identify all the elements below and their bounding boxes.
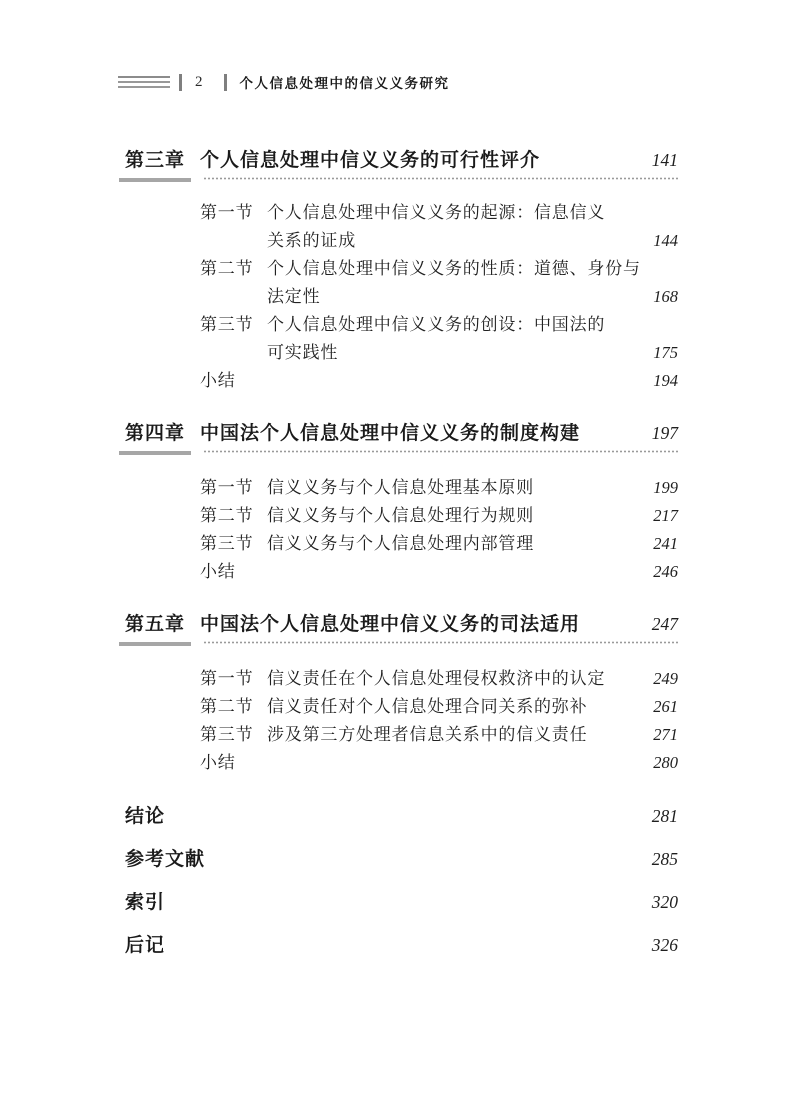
toc-entry bbox=[125, 749, 678, 777]
section-title: 个人信息处理中信义义务的起源：信息信义 bbox=[267, 203, 606, 222]
chapter-page-number: 247 bbox=[651, 614, 678, 634]
toc-page bbox=[125, 0, 678, 974]
chapter-heading-row bbox=[125, 145, 678, 182]
section-title-continued: 法定性 bbox=[267, 287, 321, 306]
section-title: 信义义务与个人信息处理行为规则 bbox=[267, 506, 534, 525]
toc-entry bbox=[125, 888, 678, 917]
chapter-page-number: 197 bbox=[651, 423, 678, 443]
chapter-title: 中国法个人信息处理中信义义务的司法适用 bbox=[200, 614, 581, 635]
header-rule-lines-icon bbox=[118, 76, 170, 88]
section-page-number: 241 bbox=[653, 534, 678, 553]
dotted-leader-line bbox=[203, 177, 680, 180]
chapter-page-number: 141 bbox=[651, 150, 678, 170]
toc-entry bbox=[125, 530, 678, 558]
chapter-heading-row bbox=[125, 418, 678, 455]
section-label: 第二节 bbox=[200, 697, 254, 716]
chapter-block-5 bbox=[125, 609, 678, 777]
section-page-number: 271 bbox=[653, 725, 678, 744]
section-label: 小结 bbox=[200, 562, 236, 581]
section-label: 第三节 bbox=[200, 315, 254, 334]
section-page-number: 280 bbox=[653, 753, 678, 772]
section-title: 个人信息处理中信义义务的创设：中国法的 bbox=[267, 315, 606, 334]
section-label: 第二节 bbox=[200, 506, 254, 525]
backmatter-page-number: 281 bbox=[651, 806, 678, 826]
chapter-title: 个人信息处理中信义义务的可行性评介 bbox=[200, 150, 541, 171]
section-title: 信义义务与个人信息处理内部管理 bbox=[267, 534, 534, 553]
backmatter-title: 结论 bbox=[125, 806, 166, 827]
header-page-number: 2 bbox=[195, 73, 203, 90]
section-label: 第三节 bbox=[200, 725, 254, 744]
section-title-continued: 可实践性 bbox=[267, 343, 339, 362]
section-title: 个人信息处理中信义义务的性质：道德、身份与 bbox=[267, 259, 641, 278]
chapter-label: 第五章 bbox=[125, 614, 186, 635]
section-page-number: 199 bbox=[653, 478, 678, 497]
section-label: 第一节 bbox=[200, 669, 254, 688]
running-head-title: 个人信息处理中的信义义务研究 bbox=[239, 76, 450, 91]
dotted-leader-line bbox=[203, 641, 680, 644]
toc-entry bbox=[125, 665, 678, 693]
toc-entry bbox=[125, 367, 678, 395]
toc-entry bbox=[125, 721, 678, 749]
backmatter-title: 后记 bbox=[125, 935, 166, 956]
backmatter-page-number: 326 bbox=[651, 935, 678, 955]
header-divider-bar bbox=[179, 74, 182, 91]
section-page-number: 217 bbox=[653, 506, 678, 525]
section-list bbox=[125, 665, 678, 777]
section-title: 信义责任在个人信息处理侵权救济中的认定 bbox=[267, 669, 606, 688]
chapter-label-underline bbox=[119, 642, 191, 646]
section-page-number: 246 bbox=[653, 562, 678, 581]
toc-entry bbox=[125, 802, 678, 831]
section-label: 第二节 bbox=[200, 259, 254, 278]
section-page-number: 175 bbox=[653, 343, 678, 362]
section-label: 小结 bbox=[200, 753, 236, 772]
section-label: 第一节 bbox=[200, 478, 254, 497]
backmatter-page-number: 285 bbox=[651, 849, 678, 869]
section-label: 小结 bbox=[200, 371, 236, 390]
toc-entry bbox=[125, 558, 678, 586]
toc-entry-continuation bbox=[125, 283, 678, 311]
running-header bbox=[118, 72, 678, 92]
backmatter-list bbox=[125, 802, 678, 960]
chapter-label: 第三章 bbox=[125, 150, 186, 171]
chapter-block-3 bbox=[125, 145, 678, 395]
backmatter-title: 索引 bbox=[125, 892, 166, 913]
section-page-number: 249 bbox=[653, 669, 678, 688]
section-page-number: 194 bbox=[653, 371, 678, 390]
dotted-leader-line bbox=[203, 450, 680, 453]
toc-entry bbox=[125, 311, 678, 339]
toc-entry bbox=[125, 845, 678, 874]
section-list bbox=[125, 474, 678, 586]
chapter-label-underline bbox=[119, 451, 191, 455]
section-title: 信义义务与个人信息处理基本原则 bbox=[267, 478, 534, 497]
header-divider-bar bbox=[224, 74, 227, 91]
section-title: 信义责任对个人信息处理合同关系的弥补 bbox=[267, 697, 588, 716]
toc-entry bbox=[125, 199, 678, 227]
section-page-number: 144 bbox=[653, 231, 678, 250]
backmatter-page-number: 320 bbox=[651, 892, 678, 912]
backmatter-title: 参考文献 bbox=[125, 849, 206, 870]
toc-entry bbox=[125, 255, 678, 283]
section-title: 涉及第三方处理者信息关系中的信义责任 bbox=[267, 725, 588, 744]
toc-entry bbox=[125, 502, 678, 530]
chapter-label: 第四章 bbox=[125, 423, 186, 444]
toc-entry-continuation bbox=[125, 227, 678, 255]
toc-entry bbox=[125, 474, 678, 502]
section-title-continued: 关系的证成 bbox=[267, 231, 356, 250]
section-label: 第三节 bbox=[200, 534, 254, 553]
section-label: 第一节 bbox=[200, 203, 254, 222]
section-page-number: 168 bbox=[653, 287, 678, 306]
chapter-block-4 bbox=[125, 418, 678, 586]
section-page-number: 261 bbox=[653, 697, 678, 716]
chapter-heading-row bbox=[125, 609, 678, 646]
toc-entry bbox=[125, 693, 678, 721]
section-list bbox=[125, 199, 678, 395]
toc-entry-continuation bbox=[125, 339, 678, 367]
toc-entry bbox=[125, 931, 678, 960]
chapter-title: 中国法个人信息处理中信义义务的制度构建 bbox=[200, 423, 581, 444]
chapter-label-underline bbox=[119, 178, 191, 182]
